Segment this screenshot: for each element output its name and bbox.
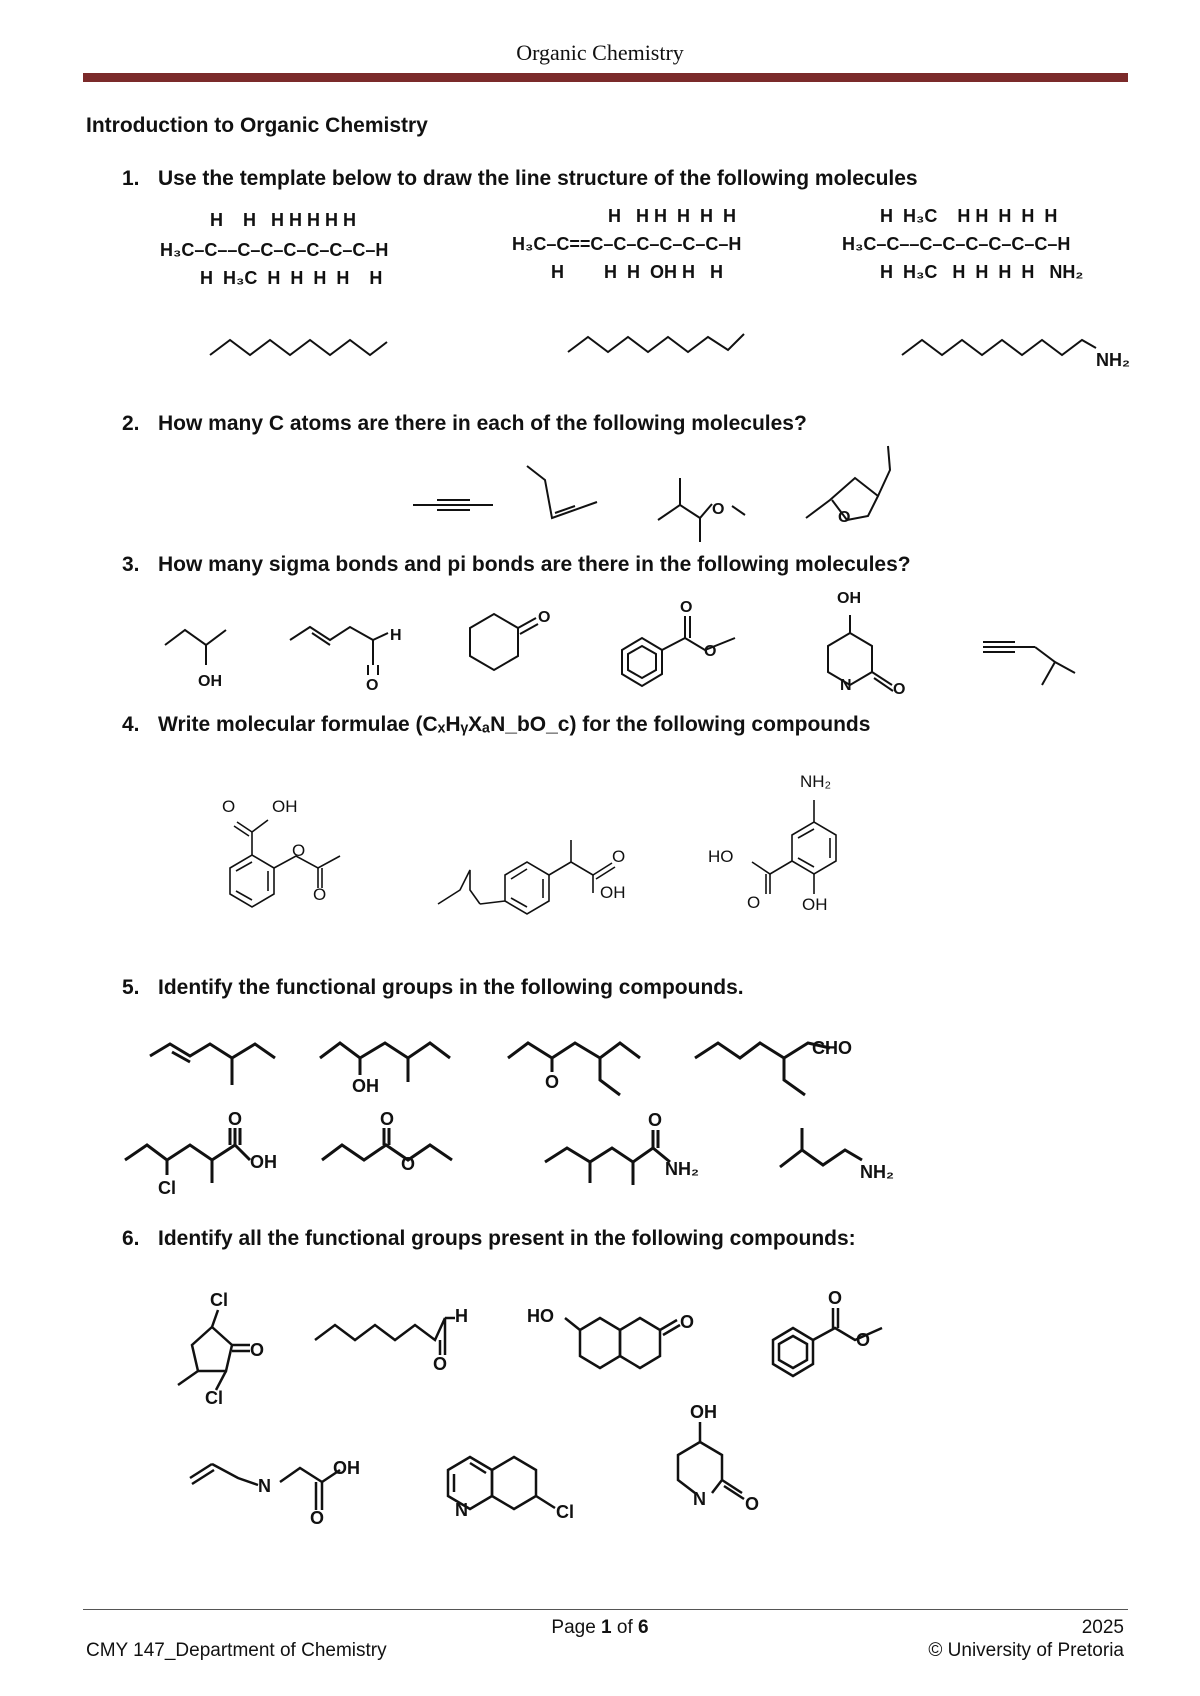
template-zigzag-3: [902, 340, 1096, 355]
q4-mesalamine: [752, 800, 836, 894]
label-nh2: NH₂: [860, 1162, 894, 1182]
q1-struct-3-main: H₃C–C––C–C–C–C–C–C–H: [842, 234, 1071, 254]
label-o: O: [856, 1330, 871, 1350]
label-o: O: [538, 609, 551, 626]
label-n: N: [840, 677, 852, 694]
label-cl: Cl: [205, 1388, 223, 1408]
label-oh: OH: [690, 1402, 717, 1422]
q3-piperidinone: [828, 615, 872, 685]
q3-butanol: [165, 630, 226, 645]
section-title: Introduction to Organic Chemistry: [86, 114, 428, 137]
page-number: Page 1 of 6: [551, 1617, 649, 1638]
q5-alkene: [150, 1044, 275, 1058]
template-zigzag-2: [568, 334, 744, 352]
question-6: 6. Identify all the functional groups present in the following compounds:: [122, 1227, 856, 1250]
q6-piperidinone: [678, 1422, 744, 1499]
q1-struct-1-main: H₃C–C––C–C–C–C–C–C–H: [160, 240, 389, 260]
label-o: O: [228, 1109, 243, 1129]
label-o: O: [712, 501, 725, 518]
q5-alcohol: [320, 1043, 450, 1058]
label-o: O: [747, 893, 761, 912]
label-oh: OH: [600, 883, 626, 902]
label-o: O: [704, 643, 717, 660]
label-h: H: [455, 1306, 468, 1326]
footer-rule: [83, 1609, 1128, 1610]
q5-chloroacid: [125, 1128, 235, 1175]
q3-butenal: [290, 627, 373, 665]
q2-alkyne: [413, 500, 493, 510]
q3-cyclohexanone: [470, 614, 518, 670]
label-nh2: NH₂: [800, 772, 832, 791]
label-o: O: [380, 1109, 395, 1129]
label-ho: HO: [527, 1306, 554, 1326]
label-h: H: [390, 627, 402, 644]
q5-aldehyde: [695, 1043, 830, 1058]
question-2: 2. How many C atoms are there in each of the following molecules?: [122, 412, 807, 435]
label-o: O: [680, 599, 693, 616]
label-ho: HO: [708, 847, 734, 866]
footer-department: CMY 147_Department of Chemistry: [86, 1640, 387, 1661]
label-oh: OH: [333, 1458, 360, 1478]
label-o: O: [292, 841, 306, 860]
label-cl: Cl: [158, 1178, 176, 1198]
label-cl: Cl: [556, 1502, 574, 1522]
template-zigzag-1: [210, 340, 387, 355]
label-o: O: [828, 1288, 843, 1308]
q1-struct-2-bottom: H H H OH H H: [551, 262, 724, 282]
question-5: 5. Identify the functional groups in the following compounds.: [122, 976, 744, 999]
label-oh: OH: [198, 673, 222, 690]
q4-ibuprofen: [438, 840, 615, 914]
q5-ketone: [508, 1043, 640, 1058]
q6-aldehyde: [315, 1318, 445, 1355]
label-o: O: [222, 797, 236, 816]
question-3: 3. How many sigma bonds and pi bonds are there in the following molecules?: [122, 553, 911, 576]
q5-amine: [780, 1128, 862, 1167]
label-oh: OH: [837, 590, 861, 607]
label-o: O: [313, 885, 327, 904]
label-o: O: [745, 1494, 760, 1514]
label-o: O: [838, 509, 851, 526]
question-4: 4. Write molecular formulae (CₓHᵧXₐN_bO_c) for the following compounds: [122, 713, 871, 736]
q5-ester: [322, 1145, 452, 1160]
label-n: N: [693, 1489, 706, 1509]
label-nh2: NH₂: [1096, 350, 1130, 370]
label-o: O: [401, 1154, 416, 1174]
q6-dichlorocyclopentanone: [178, 1310, 250, 1390]
q1-struct-2-top: H H H H H H: [608, 206, 737, 226]
label-o: O: [680, 1312, 695, 1332]
label-o: O: [612, 847, 626, 866]
label-o: O: [366, 677, 379, 694]
label-oh: OH: [250, 1152, 277, 1172]
label-o: O: [545, 1072, 560, 1092]
question-1: 1. Use the template below to draw the line structure of the following molecules: [122, 167, 918, 190]
q2-ether: [658, 478, 712, 520]
q5-amide: [545, 1130, 653, 1185]
footer-year: 2025: [1081, 1617, 1124, 1638]
label-oh: OH: [352, 1076, 379, 1096]
q1-struct-3-top: H H₃C H H H H H: [880, 206, 1058, 226]
label-oh: OH: [272, 797, 298, 816]
q1-struct-3-bottom: H H₃C H H H H NH₂: [880, 262, 1084, 282]
label-o: O: [310, 1508, 325, 1528]
q3-alkyne: [983, 642, 1075, 685]
page-header-title: Organic Chemistry: [516, 40, 684, 65]
label-oh: OH: [802, 895, 828, 914]
q1-struct-1-top: H H H H H H H: [210, 210, 357, 230]
label-o: O: [893, 681, 906, 698]
label-n: N: [455, 1500, 468, 1520]
label-o: O: [648, 1110, 663, 1130]
label-nh2: NH₂: [665, 1159, 699, 1179]
label-n: N: [258, 1476, 271, 1496]
q6-decalone: [565, 1318, 680, 1368]
label-cho: CHO: [812, 1038, 852, 1058]
label-o: O: [250, 1340, 265, 1360]
footer-university: © University of Pretoria: [928, 1640, 1124, 1661]
q1-struct-2-main: H₃C–C==C–C–C–C–C–C–H: [512, 234, 742, 254]
label-o: O: [433, 1354, 448, 1374]
q1-struct-1-bottom: H H₃C H H H H H: [200, 268, 383, 288]
label-cl: Cl: [210, 1290, 228, 1310]
